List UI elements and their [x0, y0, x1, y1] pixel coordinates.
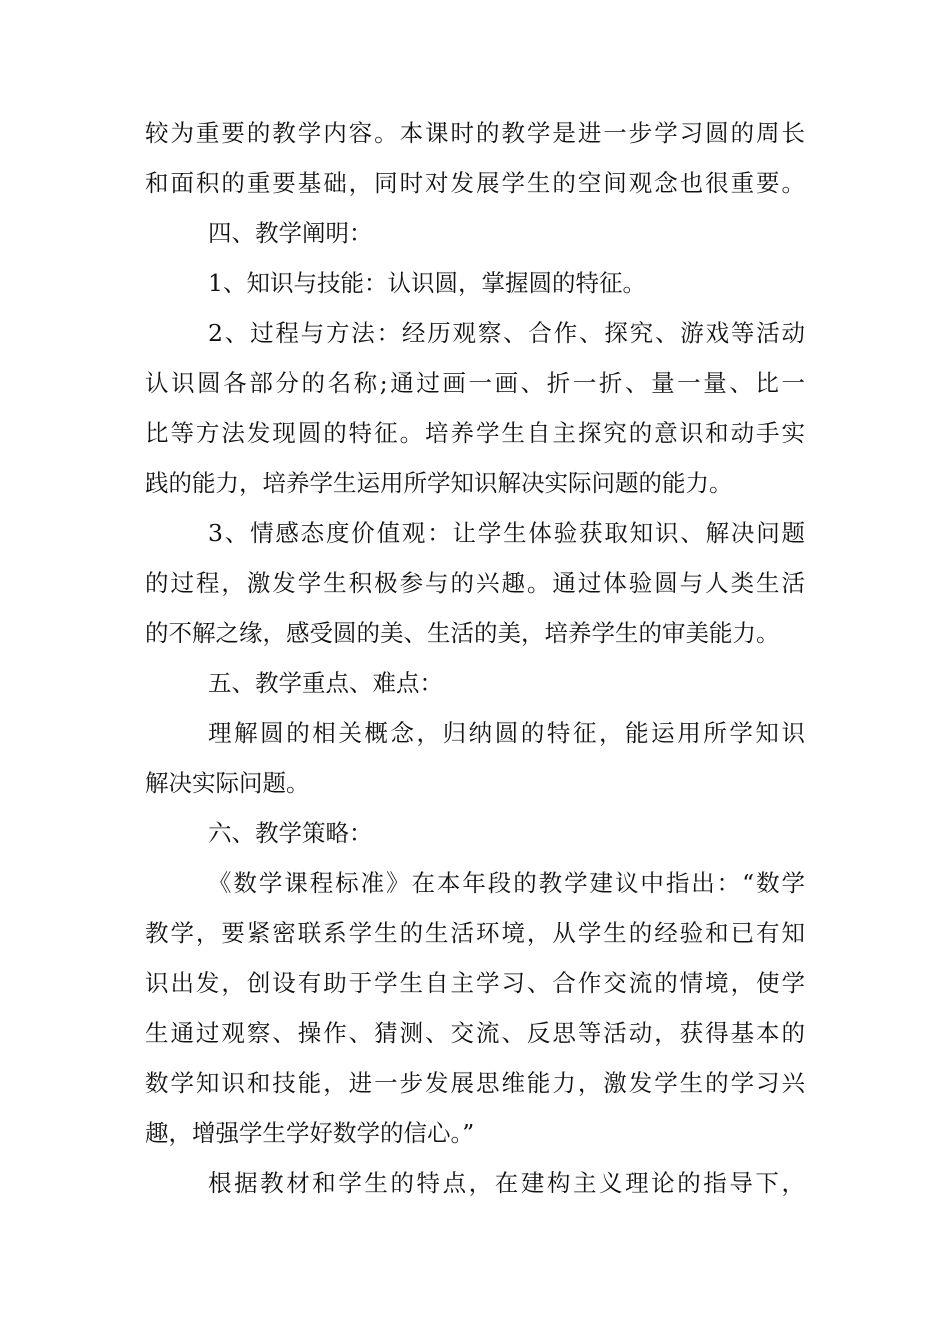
- text-line: 趣，增强学生学好数学的信心。”: [145, 1119, 475, 1147]
- text-line: 较为重要的教学内容。本课时的教学是进一步学习圆的周长: [145, 119, 805, 147]
- section-heading: 六、教学策略：: [208, 819, 373, 847]
- text-line: 根据教材和学生的特点，在建构主义理论的指导下，: [208, 1169, 805, 1197]
- text-line: 比等方法发现圆的特征。培养学生自主探究的意识和动手实: [145, 419, 805, 447]
- text-line: 《数学课程标准》在本年段的教学建议中指出：“数学: [208, 869, 805, 897]
- text-line: 解决实际问题。: [145, 769, 310, 797]
- text-line: 认识圆各部分的名称;通过画一画、折一折、量一量、比一: [145, 369, 805, 397]
- text-line: 生通过观察、操作、猜测、交流、反思等活动，获得基本的: [145, 1019, 805, 1047]
- section-heading: 五、教学重点、难点：: [208, 669, 443, 697]
- text-line: 的过程，激发学生积极参与的兴趣。通过体验圆与人类生活: [145, 569, 805, 597]
- text-line: 的不解之缘，感受圆的美、生活的美，培养学生的审美能力。: [145, 619, 780, 647]
- text-line: 教学，要紧密联系学生的生活环境，从学生的经验和已有知: [145, 919, 805, 947]
- text-line: 理解圆的相关概念，归纳圆的特征，能运用所学知识: [208, 719, 805, 747]
- section-heading: 四、教学阐明：: [208, 219, 373, 247]
- text-line: 践的能力，培养学生运用所学知识解决实际问题的能力。: [145, 469, 733, 497]
- text-line: 1、知识与技能：认识圆，掌握圆的特征。: [208, 269, 646, 297]
- text-line: 2、过程与方法：经历观察、合作、探究、游戏等活动: [208, 319, 805, 347]
- text-line: 数学知识和技能，进一步发展思维能力，激发学生的学习兴: [145, 1069, 805, 1097]
- document-page: [145, 108, 805, 1208]
- text-line: 识出发，创设有助于学生自主学习、合作交流的情境，使学: [145, 969, 805, 997]
- text-line: 3、情感态度价值观：让学生体验获取知识、解决问题: [208, 519, 805, 547]
- text-line: 和面积的重要基础，同时对发展学生的空间观念也很重要。: [145, 169, 805, 197]
